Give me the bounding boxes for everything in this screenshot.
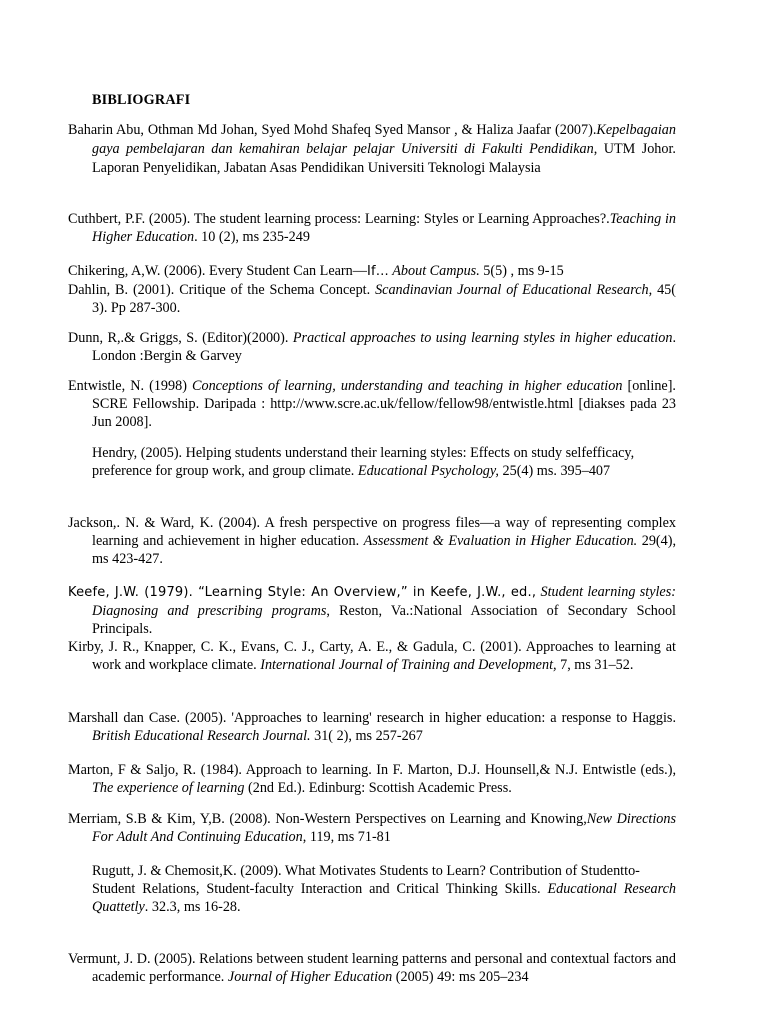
reference-text-cont: preference for group work, and group climate. xyxy=(92,463,358,479)
reference-source: . 32.3, ms 16-28. xyxy=(144,899,241,915)
reference-text: Merriam, S.B & Kim, Y,B. (2008). Non-Western Perspectives on Learning and Knowing, xyxy=(68,811,587,827)
reference-source: 7, ms 31–52. xyxy=(556,657,634,673)
reference-source: , 119, ms 71-81 xyxy=(302,829,391,845)
reference-title: Educational Research Quattetly xyxy=(92,881,676,915)
reference-title: Educational Psychology, xyxy=(357,463,499,479)
reference-text: Dahlin, B. (2001). Critique of the Schema Concept. xyxy=(68,282,376,298)
reference-text: Cuthbert, P.F. (2005). The student learning process: Learning: Styles or Learning Approaches?. xyxy=(68,211,610,227)
reference-title: New Directions For Adult And Continuing Education xyxy=(92,811,676,845)
reference-text: Vermunt, J. D. (2005). Relations between student learning patterns and personal and contextual factors and academic performance. xyxy=(68,951,676,985)
reference-source: [online]. SCRE Fellowship. Daripada : xyxy=(92,378,676,412)
reference-kirby xyxy=(68,638,676,674)
reference-vermunt xyxy=(68,950,676,986)
reference-entwistle xyxy=(68,377,676,431)
reference-title: International Journal of Training and Development, xyxy=(260,657,557,673)
reference-text: Kirby, J. R., Knapper, C. K., Evans, C. J., Carty, A. E., & Gadula, C. (2001). Approaches to learning at work and workplace climate. xyxy=(68,639,676,673)
reference-source: , UTM Johor. Laporan Penyelidikan, Jabatan Asas Pendidikan Universiti Teknologi Malaysia xyxy=(92,141,676,176)
reference-title: The experience of learning xyxy=(92,780,245,796)
reference-title: Journal of Higher Education xyxy=(227,969,393,985)
reference-text: Dunn, R,.& Griggs, S. (Editor)(2000). xyxy=(68,330,293,346)
reference-marshall xyxy=(68,709,676,745)
reference-title: About Campus. xyxy=(388,263,480,279)
bibliography-title: BIBLIOGRAFI xyxy=(92,92,191,108)
reference-source: 45( 3). Pp 287-300. xyxy=(92,282,676,316)
reference-rugutt xyxy=(92,862,676,916)
reference-text: Keefe, J.W. (1979). “Learning Style: An Overview,” in Keefe, J.W., ed., xyxy=(68,585,537,600)
reference-chikering xyxy=(68,262,676,281)
reference-url: http://www.scre.ac.uk/fellow/fellow98/entwistle.html [diakses pada 23 Jun 2008]. xyxy=(92,396,677,430)
reference-title: British Educational Research Journal. xyxy=(92,728,311,744)
reference-marton xyxy=(68,761,676,797)
reference-title: Scandinavian Journal of Educational Research, xyxy=(375,282,653,298)
reference-source: . 10 (2), ms 235-249 xyxy=(194,229,310,245)
reference-text: Marshall dan Case. (2005). 'Approaches to learning' research in higher education: a response to Haggis. xyxy=(68,710,676,726)
reference-hendry xyxy=(92,444,676,480)
reference-title: Kepelbagaian gaya pembelajaran dan kemahiran belajar pelajar Universiti di Fakulti Pendidikan xyxy=(92,122,676,157)
reference-source: , Reston, Va.:National Association of Secondary School Principals. xyxy=(92,603,676,637)
reference-dahlin xyxy=(68,281,676,317)
reference-title: Conceptions of learning, understanding and teaching in higher education xyxy=(192,378,623,394)
reference-title: Teaching in Higher Education xyxy=(92,211,676,245)
reference-source: (2nd Ed.). Edinburg: Scottish Academic Press. xyxy=(244,780,512,796)
reference-dunn xyxy=(68,329,676,365)
reference-text: Entwistle, N. (1998) xyxy=(68,378,193,394)
reference-source: . London :Bergin & Garvey xyxy=(92,330,676,364)
reference-text: Chikering, A,W. (2006). Every Student Can Learn— xyxy=(68,263,367,279)
reference-source: (2005) 49: ms 205–234 xyxy=(392,969,529,985)
reference-cuthbert xyxy=(68,210,676,246)
reference-source: 29(4), ms 423-427. xyxy=(92,533,677,567)
reference-title: Student learning styles: Diagnosing and prescribing programs xyxy=(92,584,676,619)
reference-text: Baharin Abu, Othman Md Johan, Syed Mohd Shafeq Syed Mansor , & Haliza Jaafar (2007). xyxy=(68,122,597,138)
reference-title: Assessment & Evaluation in Higher Education. xyxy=(363,533,638,549)
reference-text: Rugutt, J. & Chemosit,K. (2009). What Motivates Students to Learn? Contribution of Studentto- xyxy=(92,863,640,879)
reference-baharin xyxy=(68,121,676,178)
reference-source: 5(5) , ms 9-15 xyxy=(479,263,564,279)
reference-text: Hendry, (2005). Helping students understand their learning styles: Effects on study selfefficacy, xyxy=(92,445,635,461)
reference-source: 25(4) ms. 395–407 xyxy=(498,463,611,479)
reference-keefe xyxy=(68,583,676,638)
reference-text-cont: Student Relations, Student-faculty Interaction and Critical Thinking Skills. xyxy=(92,881,548,897)
reference-source: 31( 2), ms 257-267 xyxy=(310,728,423,744)
reference-text: Marton, F & Saljo, R. (1984). Approach to learning. In F. Marton, D.J. Hounsell,& N.J. Entwistle (eds.), xyxy=(68,762,676,778)
reference-merriam xyxy=(68,810,676,846)
reference-title: Practical approaches to using learning styles in higher education xyxy=(292,330,673,346)
reference-text: Jackson,. N. & Ward, K. (2004). A fresh perspective on progress files—a way of representing complex learning and achievement in higher education. xyxy=(68,515,676,549)
reference-jackson xyxy=(68,514,676,568)
reference-text-cont: If… xyxy=(366,264,389,279)
